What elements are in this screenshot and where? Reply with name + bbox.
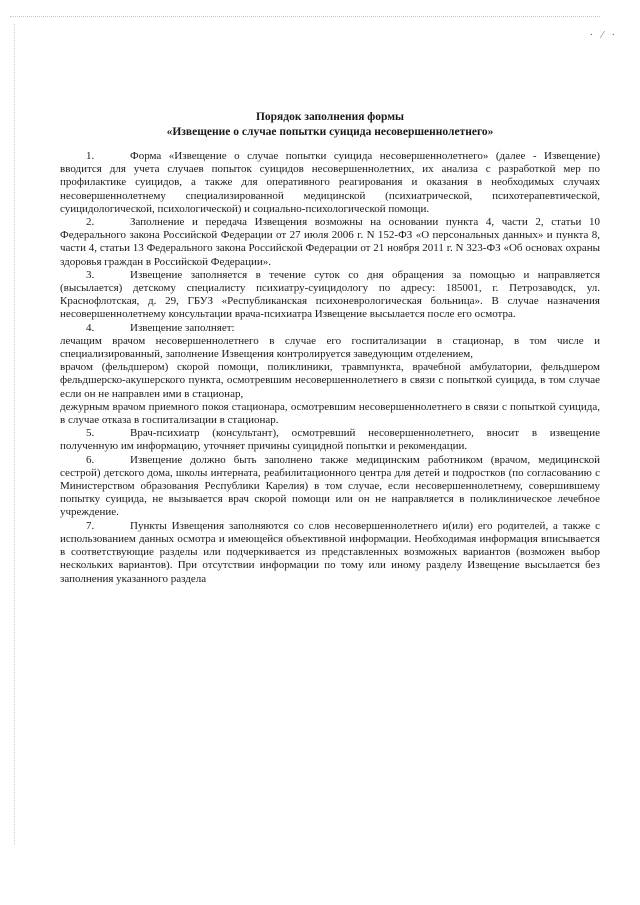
document-title xyxy=(60,110,600,140)
paragraph-4-subitem: лечащим врачом несовершеннолетнего в случае его госпитализации в стационар, в том числе и специализированный, заполнение Извещения контролируется заведующим отделением, xyxy=(60,334,600,361)
paragraph-text: Пункты Извещения заполняются со слов несовершеннолетнего и(или) его родителей, а также с использованием данных осмотра и имеющейся объективной информации. Необходимая информация вписывается в соответствующие разделы или подчеркивается из представленных возможных вариантов (возможен выбор нескольких вариантов). При отсутствии информации по тому или иному разделу Извещение высылается без заполнения указанного раздела xyxy=(60,519,600,585)
scan-marks: · ⁄ · xyxy=(589,30,618,41)
paragraph-number: 1. xyxy=(86,150,95,162)
paragraph-7 xyxy=(60,520,600,586)
paragraph-number: 5. xyxy=(86,427,95,440)
title-line-1: Порядок заполнения формы xyxy=(255,111,405,123)
paragraph-number: 3. xyxy=(86,268,95,281)
paragraph-4-subitem: дежурным врачом приемного покоя стационара, осмотревшим несовершеннолетнего в связи с попыткой суицида, в случае отказа в госпитализации в стационар. xyxy=(60,400,600,427)
paragraph-number: 2. xyxy=(86,216,95,229)
paragraph-number: 4. xyxy=(86,321,95,334)
paragraph-text: Форма «Извещение о случае попытки суицида несовершеннолетнего» (далее - Извещение) вводится для учета случаев попыток суицидов несовершеннолетних, их анализа с разработкой мер по профилактике суицидов, а также для оперативного реагирования и оказания в необходимых случаях несовершеннолетнему специализированной медицинской (психиатрической, психотерапевтической, суицидологической, психологической) и социально-психологической помощи. xyxy=(60,150,600,215)
title-line-2: «Извещение о случае попытки суицида несовершеннолетнего» xyxy=(166,126,494,138)
paragraph-number: 7. xyxy=(86,519,95,532)
paragraph-1 xyxy=(60,150,600,216)
document-body xyxy=(60,150,600,586)
paragraph-text: Извещение должно быть заполнено также медицинским работником (врачом, медицинской сестрой) детского дома, школы интерната, реабилитационного центра для детей и подростков (по согласованию с Министерством образования Республики Карелия) в том случае, если несовершеннолетнему, совершившему попытку суицида, не вызывается врач скорой помощи или он не направляется в поликлиническое лечебное учреждение. xyxy=(60,453,600,519)
paragraph-6 xyxy=(60,454,600,520)
paragraph-text: Извещение заполняет: xyxy=(130,321,235,334)
paragraph-5 xyxy=(60,427,600,453)
scan-edge-left xyxy=(14,24,15,845)
paragraph-4 xyxy=(60,322,600,335)
scan-edge-top xyxy=(10,16,600,17)
paragraph-3 xyxy=(60,269,600,322)
paragraph-2 xyxy=(60,216,600,269)
paragraph-text: Извещение заполняется в течение суток со дня обращения за помощью и направляется (высылается) детскому специалисту психиатру-суицидологу по адресу: 185001, г. Петрозаводск, ул. Краснофлотская, д. 29, ГБУЗ «Республиканская психоневрологическая больница». В случае назначения несовершеннолетнему консультации врача-психиатра Извещение высылается после его осмотра. xyxy=(60,268,600,321)
paragraph-text: Заполнение и передача Извещения возможны на основании пункта 4, части 2, статьи 10 Федерального закона Российской Федерации от 27 июля 2006 г. N 152-ФЗ «О персональных данных» и пункта 8, части 4, статьи 13 Федерального закона Российской Федерации от 21 ноября 2011 г. N 323-ФЗ «Об основах охраны здоровья граждан в Российской Федерации». xyxy=(60,216,600,268)
paragraph-number: 6. xyxy=(86,453,95,466)
paragraph-4-subitem: врачом (фельдшером) скорой помощи, поликлиники, травмпункта, врачебной амбулатории, фельдшером фельдшерско-акушерского пункта, осмотревшим несовершеннолетнего в связи с попыткой суицида, в том случае если он не направлен ими в стационар, xyxy=(60,361,600,400)
paragraph-text: Врач-психиатр (консультант), осмотревший несовершеннолетнего, вносит в извещение полученную им информацию, уточняет причины суицидной попытки и рекомендации. xyxy=(60,427,600,453)
